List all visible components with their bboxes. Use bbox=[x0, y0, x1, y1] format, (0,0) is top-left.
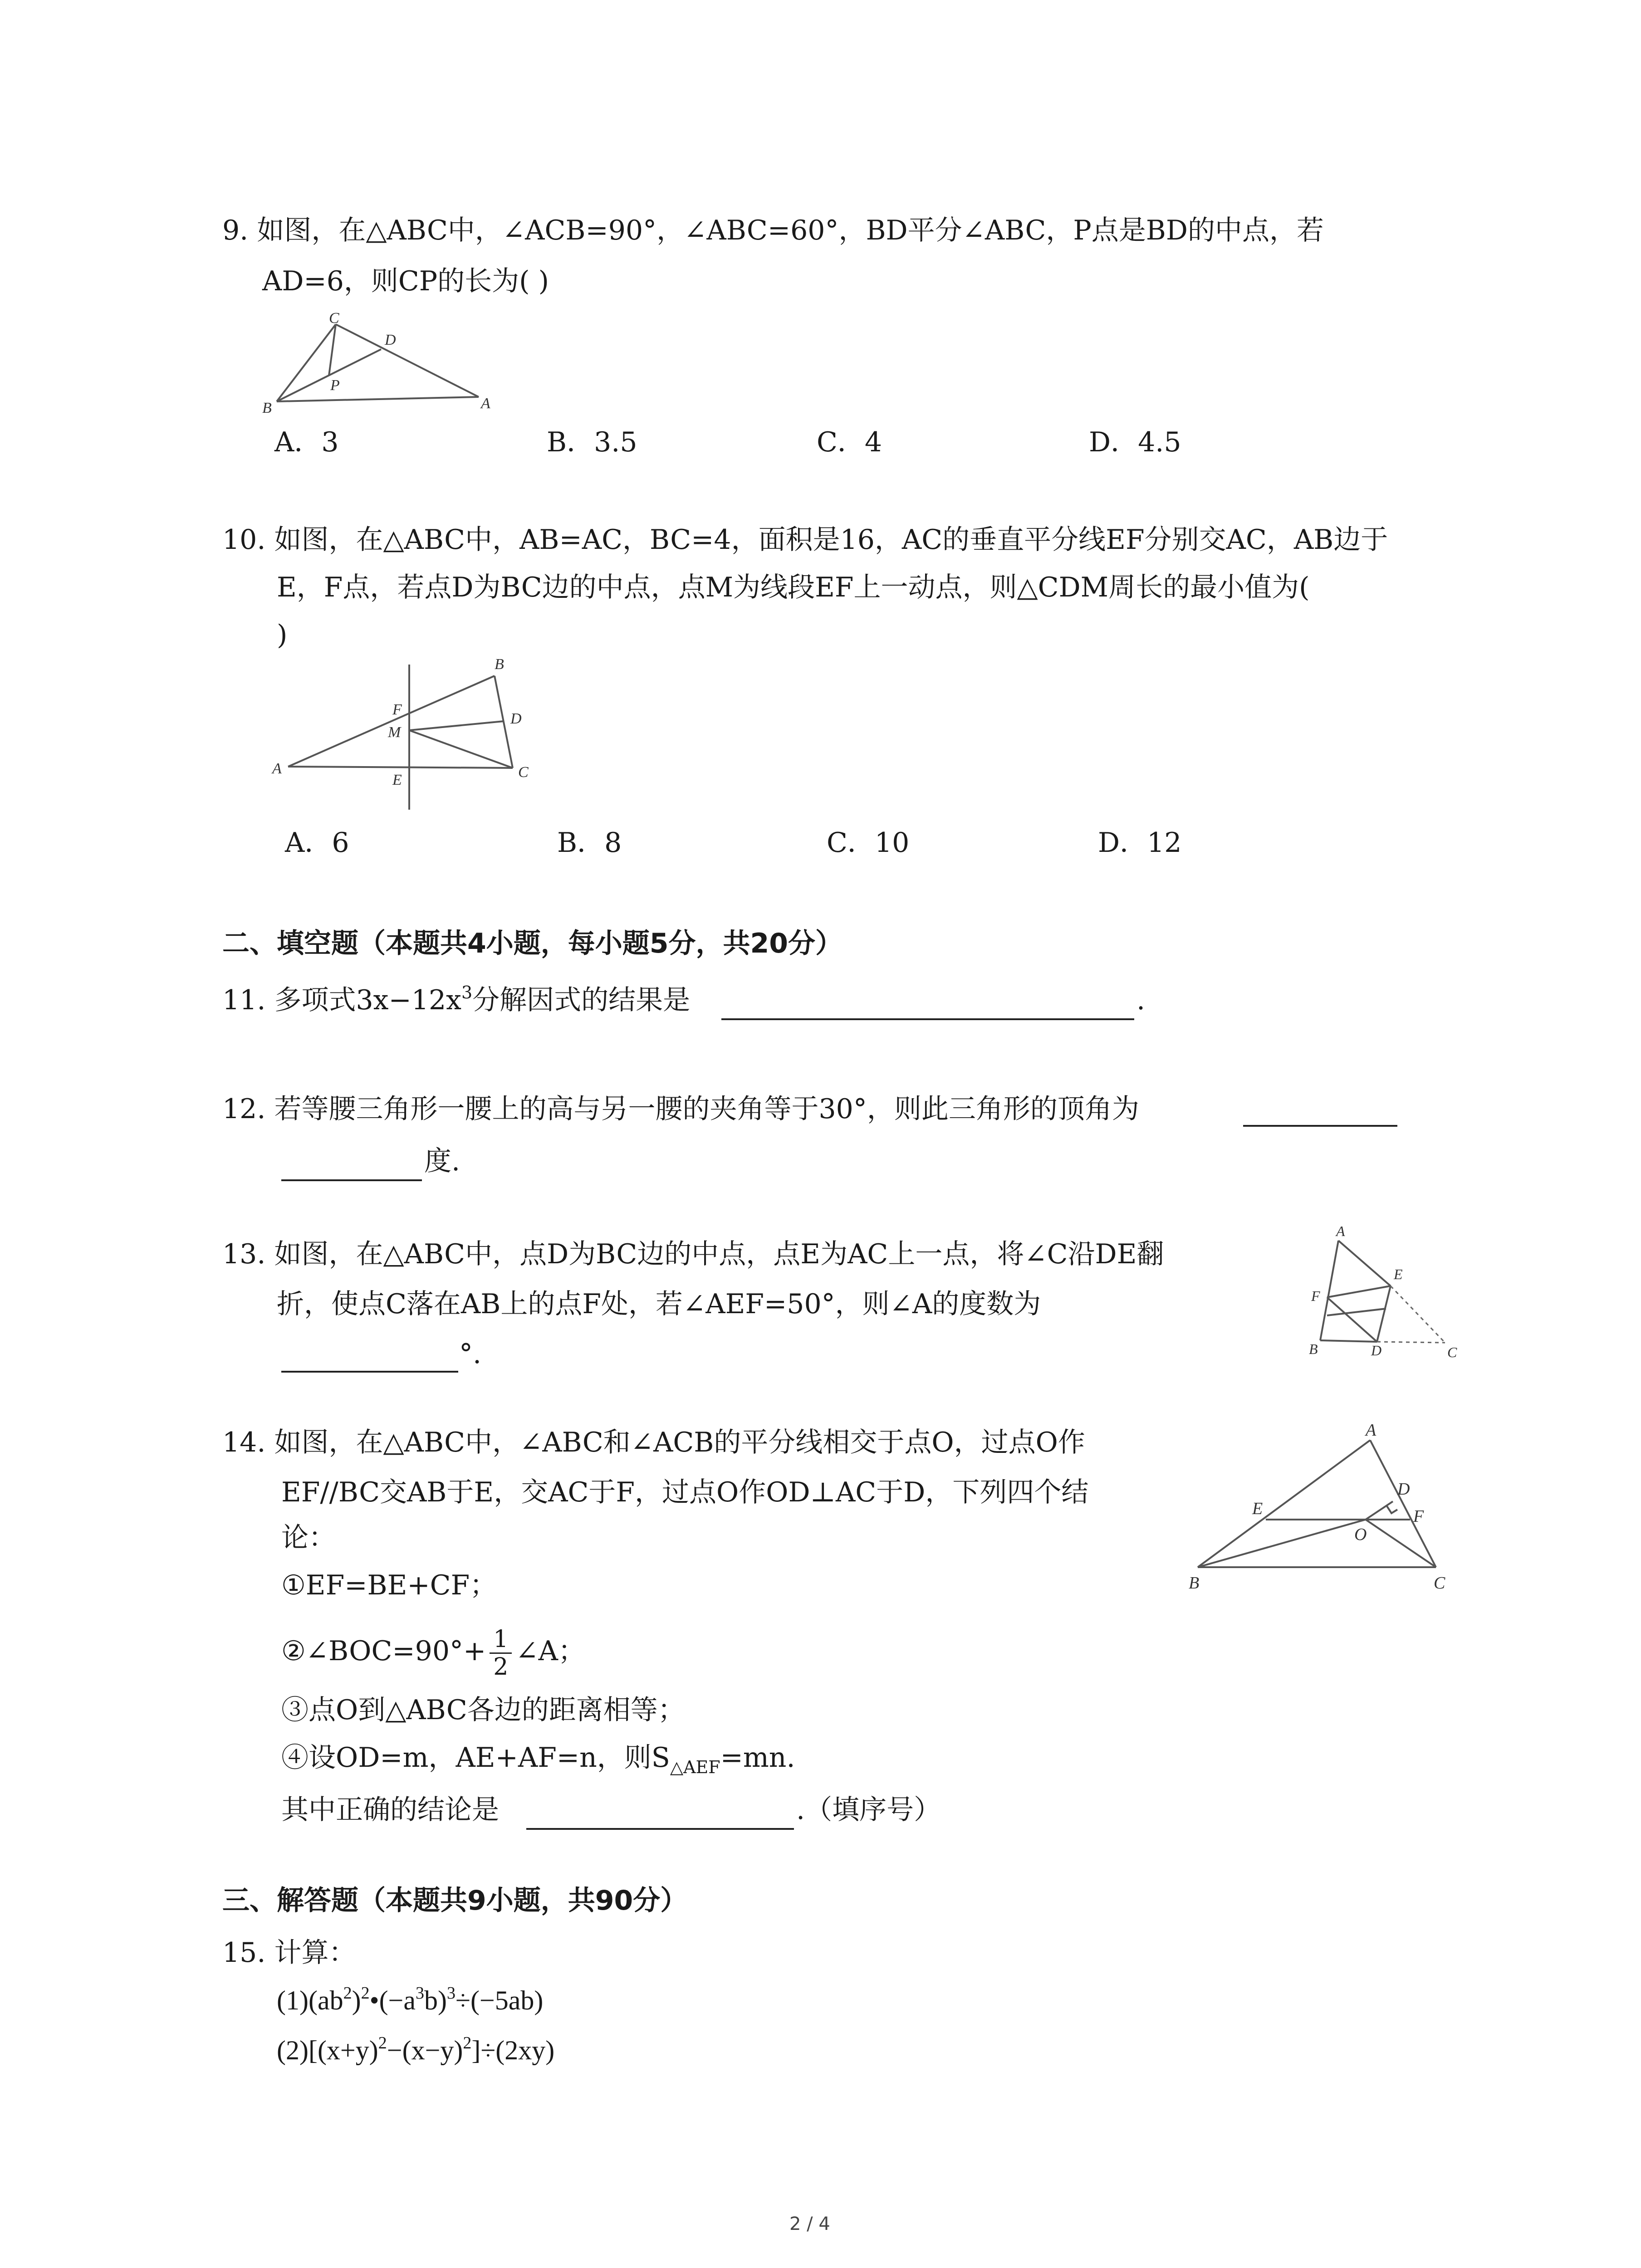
q10-segment-mc bbox=[409, 730, 513, 768]
q14-c2-fraction bbox=[490, 1626, 512, 1680]
q14-label-a: A bbox=[1366, 1421, 1376, 1440]
q14-ask: 其中正确的结论是 bbox=[281, 1794, 499, 1826]
q9-side-bc bbox=[277, 324, 336, 401]
q9-line1: 9. 如图，在△ABC中，∠ACB=90°，∠ABC=60°，BD平分∠ABC，P点是BD的中点，若 bbox=[222, 215, 1324, 246]
q15-e1-exp-f: 3 bbox=[416, 1984, 425, 2003]
q9-option-c: C．4 bbox=[817, 426, 882, 458]
q10-label-d: D bbox=[510, 710, 522, 727]
q9-label-a: A bbox=[481, 395, 490, 412]
q13-label-e: E bbox=[1394, 1266, 1403, 1282]
q15-expression-2 bbox=[277, 2028, 554, 2073]
q14-label-o: O bbox=[1354, 1525, 1367, 1544]
q12-line1: 12. 若等腰三角形一腰上的高与另一腰的夹角等于30°，则此三角形的顶角为 bbox=[222, 1093, 1139, 1125]
q14-c2-post: ∠A； bbox=[515, 1635, 585, 1667]
q9-side-ba bbox=[277, 397, 479, 401]
q10-option-a: A．6 bbox=[285, 827, 349, 859]
q15-title: 15. 计算： bbox=[222, 1937, 356, 1969]
q14-c4-post: =mn. bbox=[720, 1742, 795, 1774]
q13-line1: 13. 如图，在△ABC中，点D为BC边的中点，点E为AC上一点，将∠C沿DE翻 bbox=[222, 1238, 1164, 1270]
q13-dashed-dc bbox=[1377, 1342, 1445, 1343]
q14-line3: 论： bbox=[281, 1522, 336, 1554]
q14-c2-numerator: 1 bbox=[490, 1626, 512, 1654]
section-3-heading: 三、解答题（本题共9小题，共90分） bbox=[222, 1885, 688, 1916]
q14-conclusion-4 bbox=[281, 1735, 795, 1780]
q10-side-ab bbox=[288, 676, 495, 767]
q9-option-b: B．3.5 bbox=[547, 426, 637, 458]
q13-fold-fd bbox=[1327, 1297, 1377, 1342]
q9-line2: AD=6，则CP的长为( ) bbox=[262, 265, 549, 297]
q14-bisector-co bbox=[1366, 1520, 1436, 1567]
q10-label-c: C bbox=[518, 764, 529, 781]
q9-label-p: P bbox=[330, 377, 340, 394]
q13-dashed-ec bbox=[1391, 1286, 1445, 1343]
q10-label-m: M bbox=[388, 724, 401, 741]
q14-label-b: B bbox=[1189, 1574, 1200, 1593]
q15-e1-part-a: (1)(ab bbox=[277, 1985, 343, 2015]
q10-label-f: F bbox=[392, 701, 402, 718]
q14-label-e: E bbox=[1252, 1499, 1263, 1518]
q15-e1-part-e: •(−a bbox=[369, 1985, 416, 2015]
q10-line3: ) bbox=[277, 619, 288, 651]
q15-e1-part-i: ÷(−5ab) bbox=[456, 1985, 544, 2015]
q13-label-b: B bbox=[1309, 1341, 1318, 1357]
q13-segment-ae bbox=[1338, 1241, 1391, 1286]
q13-line3-end: °. bbox=[459, 1338, 482, 1370]
section-2-heading: 二、填空题（本题共4小题，每小题5分，共20分） bbox=[222, 928, 843, 959]
q13-side-ab bbox=[1320, 1241, 1338, 1340]
q10-side-ac bbox=[288, 767, 513, 768]
q10-line1: 10. 如图，在△ABC中，AB=AC，BC=4，面积是16，AC的垂直平分线EF分别交AC，AB边于 bbox=[222, 524, 1388, 556]
q14-answer-blank[interactable] bbox=[526, 1828, 794, 1830]
q13-segment-bd bbox=[1320, 1340, 1377, 1342]
q15-e1-exp-h: 3 bbox=[447, 1984, 456, 2003]
q12-answer-blank-1[interactable] bbox=[1243, 1125, 1397, 1127]
q14-c4-sub: △AEF bbox=[670, 1757, 720, 1777]
q14-ask-end: .（填序号） bbox=[796, 1794, 941, 1826]
q15-e1-part-g: b) bbox=[424, 1985, 447, 2015]
q14-line2: EF//BC交AB于E，交AC于F，过点O作OD⊥AC于D，下列四个结 bbox=[281, 1476, 1089, 1508]
q9-option-a: A．3 bbox=[274, 426, 339, 458]
q9-label-c: C bbox=[329, 310, 339, 327]
q14-c2-denominator: 2 bbox=[493, 1653, 509, 1681]
q13-answer-blank[interactable] bbox=[281, 1371, 458, 1373]
q10-figure bbox=[268, 646, 549, 819]
q10-segment-md bbox=[409, 721, 504, 730]
q13-label-a: A bbox=[1336, 1223, 1345, 1239]
q13-segment-inner bbox=[1327, 1309, 1386, 1315]
q14-label-d: D bbox=[1397, 1480, 1410, 1499]
q13-line2: 折，使点C落在AB上的点F处，若∠AEF=50°，则∠A的度数为 bbox=[277, 1288, 1041, 1320]
q13-figure bbox=[1288, 1220, 1470, 1365]
q10-option-d: D．12 bbox=[1098, 827, 1182, 859]
page-number: 2 / 4 bbox=[789, 2214, 830, 2234]
q12-answer-blank-2[interactable] bbox=[281, 1179, 422, 1181]
q9-figure bbox=[254, 299, 508, 417]
q10-option-b: B．8 bbox=[557, 827, 622, 859]
q14-conclusion-1: ①EF=BE+CF； bbox=[281, 1569, 497, 1601]
q14-c2-pre: ②∠BOC=90°+ bbox=[281, 1635, 486, 1667]
q15-e2-exp-d: 2 bbox=[463, 2033, 472, 2053]
q14-label-c: C bbox=[1434, 1574, 1445, 1593]
q14-conclusion-2 bbox=[281, 1624, 585, 1680]
q10-label-b: B bbox=[495, 656, 504, 673]
q13-fold-fe bbox=[1327, 1286, 1391, 1297]
q11-answer-blank[interactable] bbox=[721, 1018, 1134, 1020]
q13-label-d: D bbox=[1371, 1342, 1382, 1359]
q15-e2-part-e: ]÷(2xy) bbox=[471, 2035, 555, 2065]
q9-label-b: B bbox=[262, 400, 272, 416]
q15-e1-exp-b: 2 bbox=[343, 1984, 352, 2003]
q14-c4-pre: ④设OD=m，AE+AF=n，则S bbox=[281, 1742, 670, 1774]
q14-line1: 14. 如图，在△ABC中，∠ABC和∠ACB的平分线相交于点O，过点O作 bbox=[222, 1427, 1085, 1458]
q15-e2-exp-b: 2 bbox=[378, 2033, 387, 2053]
q11-end: . bbox=[1136, 984, 1146, 1016]
q9-option-d: D．4.5 bbox=[1089, 426, 1181, 458]
q14-right-angle-mark bbox=[1386, 1505, 1397, 1513]
q10-label-a: A bbox=[272, 760, 282, 777]
q14-bisector-bo bbox=[1198, 1520, 1366, 1567]
q13-label-f: F bbox=[1311, 1288, 1320, 1304]
q10-line2: E，F点，若点D为BC边的中点，点M为线段EF上一动点，则△CDM周长的最小值为( bbox=[277, 572, 1310, 603]
q15-e1-exp-d: 2 bbox=[361, 1984, 370, 2003]
q14-label-f: F bbox=[1413, 1507, 1424, 1526]
q9-label-d: D bbox=[385, 332, 396, 348]
q14-conclusion-3: ③点O到△ABC各边的距离相等； bbox=[281, 1694, 685, 1726]
q12-line2-end: 度. bbox=[424, 1145, 460, 1177]
q11-suffix: 分解因式的结果是 bbox=[472, 984, 691, 1016]
q14-side-ab bbox=[1198, 1440, 1370, 1567]
q10-label-e: E bbox=[392, 772, 402, 788]
q11-prefix: 11. 多项式3x−12x bbox=[222, 984, 461, 1016]
q13-crease-de bbox=[1377, 1286, 1391, 1342]
q15-e2-part-a: (2)[(x+y) bbox=[277, 2035, 378, 2065]
q13-label-c: C bbox=[1447, 1344, 1457, 1360]
q11-text bbox=[222, 978, 690, 1023]
q15-e2-part-c: −(x−y) bbox=[387, 2035, 463, 2065]
q11-exponent: 3 bbox=[461, 982, 473, 1002]
q14-side-ac bbox=[1370, 1440, 1436, 1567]
q15-e1-part-c: ) bbox=[352, 1985, 361, 2015]
q15-expression-1 bbox=[277, 1978, 543, 2023]
q14-figure bbox=[1171, 1411, 1461, 1610]
q10-option-c: C．10 bbox=[827, 827, 910, 859]
